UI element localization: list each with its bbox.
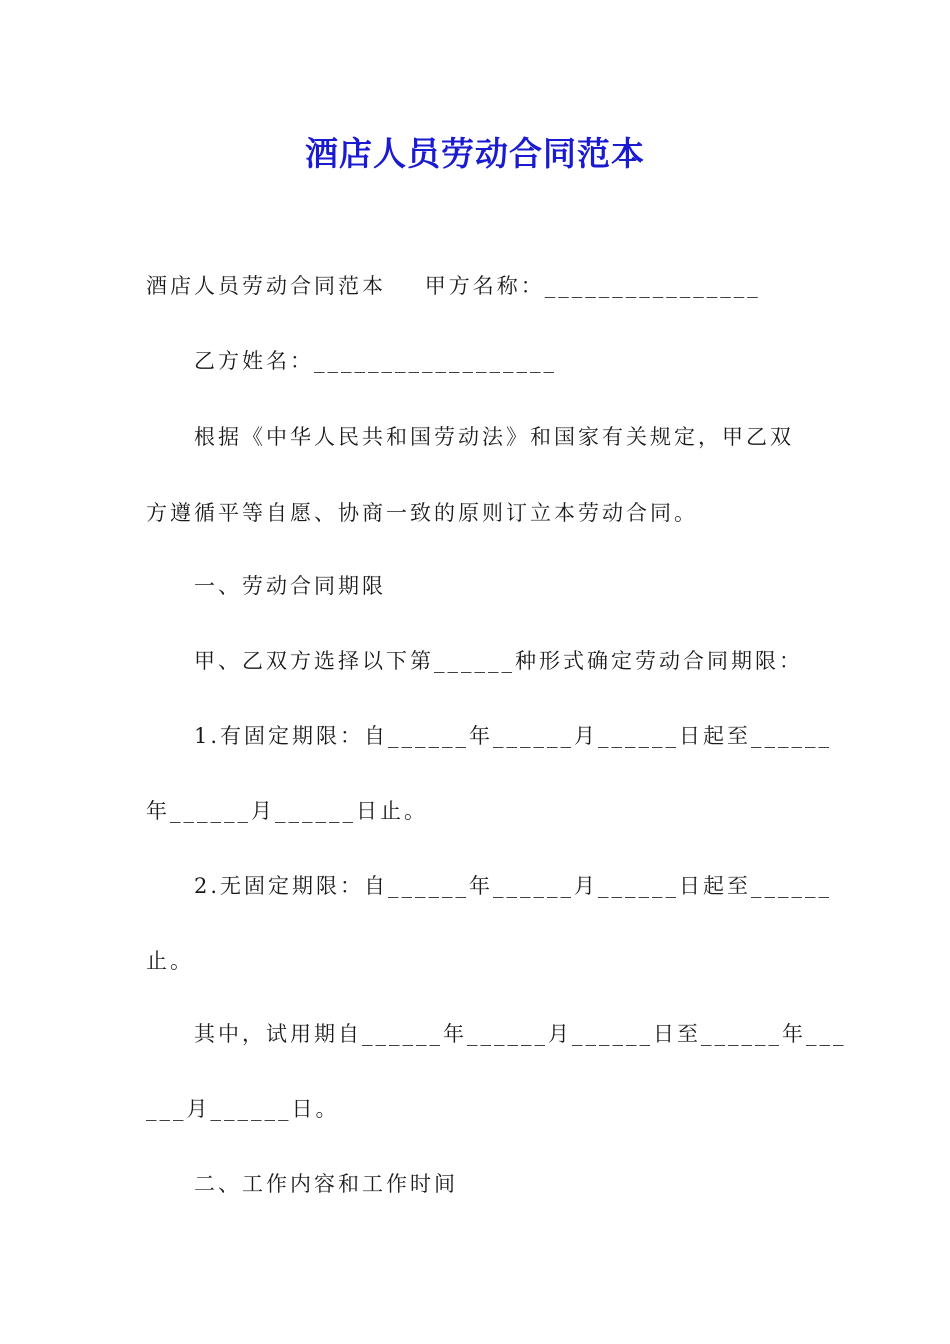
document-title: 酒店人员劳动合同范本: [305, 134, 645, 173]
party-a-name-line: 酒店人员劳动合同范本 甲方名称：________________: [146, 274, 761, 298]
section-heading-1: 一、劳动合同期限: [194, 574, 386, 598]
term-choice-line: 甲、乙双方选择以下第______种形式确定劳动合同期限：: [194, 649, 803, 673]
fixed-term-line-1: 1.有固定期限：自______年______月______日起至______: [194, 724, 833, 748]
probation-line-2: ___月______日。: [146, 1097, 340, 1121]
party-b-name-line: 乙方姓名：__________________: [194, 349, 557, 373]
fixed-term-line-2: 年______月______日止。: [146, 799, 428, 823]
preamble-line-2: 方遵循平等自愿、协商一致的原则订立本劳动合同。: [146, 501, 698, 525]
open-term-line-1: 2.无固定期限：自______年______月______日起至______: [194, 874, 833, 898]
section-heading-2: 二、工作内容和工作时间: [194, 1172, 458, 1196]
preamble-line-1: 根据《中华人民共和国劳动法》和国家有关规定，甲乙双: [194, 425, 794, 449]
open-term-line-2: 止。: [146, 949, 194, 973]
probation-line-1: 其中，试用期自______年______月______日至______年___: [194, 1022, 847, 1046]
